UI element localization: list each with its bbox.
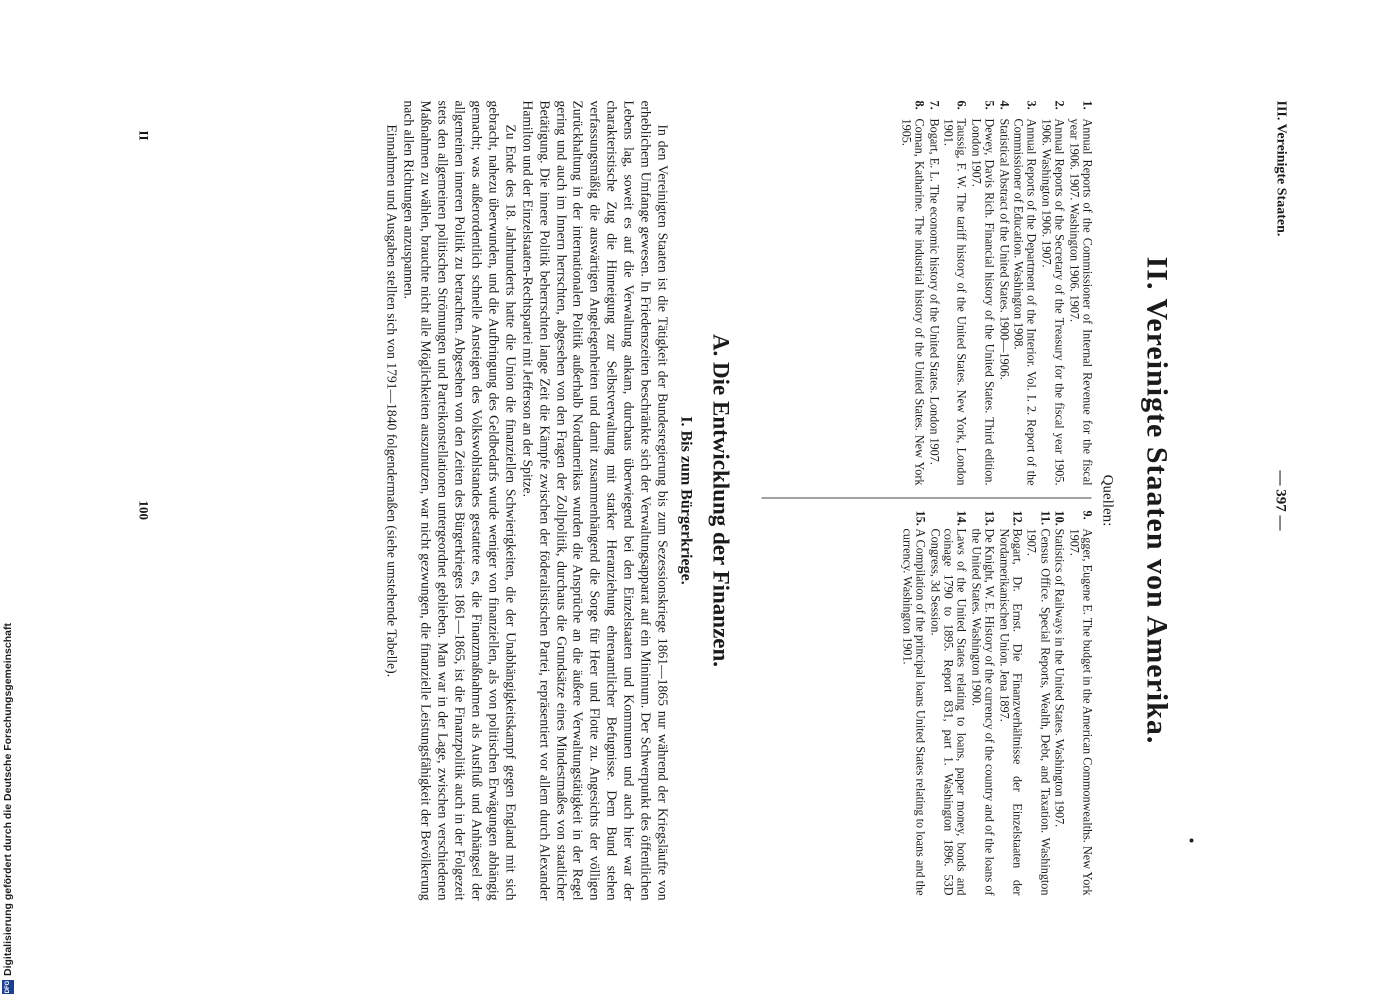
source-entry (1038, 101, 1065, 486)
source-number: 6. (954, 100, 969, 110)
source-text: Bogart, Dr. Ernst. Die Finanzverhältnisse der Einzelstaaten der Nordamerikanischen Union. Jena 1897. (996, 528, 1024, 896)
source-entry (899, 511, 926, 896)
source-entry (941, 101, 968, 486)
source-number: 10. (1052, 510, 1067, 526)
source-entry (996, 101, 1009, 486)
source-text: Coman, Katharine. The industrial history of the United States. New York 1905. (898, 118, 927, 486)
sources-column-left (897, 101, 1093, 486)
source-text: Annual Reports of the Secretary of the Treasury for the fiscal year 1905. 1906. Washington 1906. 1907. (1038, 118, 1067, 486)
source-number: 9. (1080, 510, 1094, 520)
source-text: Laws of the United States relating to loans, paper money, bonds and coinage 1790 to 1895. Report 831, part 1. Washington 1896. 53D Congress, 3d Session. (927, 528, 969, 896)
source-entry (968, 511, 995, 896)
chapter-title: II. Vereinigte Staaten von Amerika. (1140, 256, 1173, 745)
source-entry (996, 511, 1023, 896)
source-entry (968, 101, 995, 486)
page-number: — 397 — (1272, 470, 1288, 531)
source-number: 4. (996, 100, 1011, 110)
body-text (383, 101, 670, 901)
source-number: 14. (954, 510, 969, 526)
source-entry (926, 101, 939, 486)
source-number: 8. (912, 100, 927, 110)
section-heading: A. Die Entwicklung der Finanzen. (708, 333, 733, 668)
printer-signature (133, 101, 151, 901)
source-entry (1011, 101, 1038, 486)
source-entry (898, 101, 925, 486)
source-number: 12. (1009, 510, 1024, 526)
source-entry (927, 511, 967, 896)
column-divider (761, 498, 1091, 499)
source-text: Annual Reports of the Commissioner of Internal Revenue for the fiscal year 1906. 1907. Washington 1906. 1907. (1066, 118, 1094, 486)
source-number: 2. (1052, 100, 1067, 110)
source-text: A Compilation of the principal loans United States relating to loans and the currency. Washington 1901. (899, 528, 928, 896)
source-text: Census Office. Special Reports, Wealth, Debt, and Taxation. Washington 1907. (1024, 528, 1052, 896)
running-head-section: III. Vereinigte Staaten. (1273, 100, 1288, 237)
source-entry (1024, 511, 1051, 896)
running-head (1266, 101, 1288, 901)
sources-column-right (898, 511, 1093, 896)
sources-heading: Quellen: (1099, 474, 1115, 527)
source-text: Bogart, E. L. The economic history of the United States. London 1907. (926, 118, 941, 465)
source-text: Dewey, Davis Rich. Financial history of the United States. Third edition. London 1907. (968, 118, 997, 486)
source-number: 1. (1080, 100, 1094, 110)
source-text: Annual Reports of the Department of the Interior. Vol. I. 2. Report of the Commissioner of Education. Washington 1908. (1010, 118, 1039, 486)
subsection-heading: I. Bis zum Bürgerkriege. (677, 416, 694, 585)
source-number: 7. (926, 100, 941, 110)
source-number: 5. (982, 100, 997, 110)
source-text: Statistical Abstract of the United States. 1900—1906. (996, 118, 1011, 380)
dfg-logo: DFG (2, 980, 14, 994)
scan-speck (1189, 839, 1193, 843)
paragraph: Zu Ende des 18. Jahrhunderts hatte die Union die finanziellen Schwierigkeiten, die der Unabhängigkeitskampf gegen England mit sich gebracht, nahezu überwunden, und die Aufbringung des Geldbedarfs wurde weniger von finanziellen, als von politischen Erwägungen abhängig gemacht; was außerordentlich schnelle Ansteigen des Volkswohlstandes gestattete es, die Finanzmaßnahmen als Ausfluß und Anhängsel der allgemeinen inneren Politik zu betrachten. Abgesehen von den Zeiten des Bürgerkrieges 1861—1865, ist die Finanzpolitik auch in der Folgezeit stets den allgemeinen politischen Strömungen und Parteikonstellationen untergeordnet geblieben. Man war in der Lage, zwischen verschiedenen Maßnahmen zu wählen, brauchte nicht alle Möglichkeiten auszunutzen, war nicht gezwungen, die finanzielle Leistungsfähigkeit der Bevölkerung nach allen Richtungen anzuspannen. (401, 100, 518, 901)
paragraph: Einnahmen und Ausgaben stellten sich von 1791—1840 folgendermaßen (siehe umstehende Tabelle). (384, 124, 400, 678)
source-entry (1066, 101, 1093, 486)
source-entry (1066, 511, 1093, 896)
scanned-page (0, 1, 1383, 1001)
paragraph: In den Vereinigten Staaten ist die Tätigkeit der Bundesregierung bis zum Sezessionskriege 1861—1865 nur während der Kriegsläufte von erheblichem Umfange gewesen. In Friedenszeiten beschränkte sich der Verwaltungsapparat auf ein Minimum. Der Schwerpunkt des öffentlichen Lebens lag, soweit es auf die Verwaltung ankam, durchaus überwiegend bei den Einzelstaaten und Kommunen und auch hier war der charakteristische Zug die Hinneigung zur Selbstverwaltung mit starker Heranziehung ehrenamtlicher Befugnisse. Dem Bund stehen verfassungsmäßig die auswärtigen Angelegenheiten und damit zusammenhängend die Sorge für Heer und Flotte zu. Angesichts der völligen Zurückhaltung in der internationalen Politik außerhalb Nordamerikas wurden die Ansprüche an die äußere Verwaltungstätigkeit in der Regel gering und auch im Innern herrschten, abgesehen von den Fragen der Zollpolitik, durchaus die Grundsätze eines Mindestmaßes von staatlicher Betätigung. Die innere Politik beherrschten lange Zeit die Kämpfe zwischen der föderalistischen Partei, repräsentiert vor allem durch Alexander Hamilton und der Einzelstaaten-Rechtspartei mit Jefferson an der Spitze. (519, 100, 670, 901)
source-text: Agger, Eugene E. The budget in the American Commonwealths. New York 1907. (1066, 528, 1094, 896)
source-number: 11. (1037, 510, 1052, 526)
signature-sheet: II (136, 130, 151, 141)
source-text: De Knight, W. E. History of the currency of the country and of the loans of the United States. Washington 1900. (968, 528, 997, 896)
source-text: Statistics of Railways in the United States. Washington 1907. (1052, 528, 1067, 828)
source-number: 15. (913, 510, 928, 526)
source-text: Taussig, F. W. The tariff history of the United States. New York, London 1901. (940, 118, 969, 486)
credit-text: Digitalisierung gefördert durch die Deutsche Forschungsgemeinschaft (2, 623, 14, 976)
source-number: 3. (1024, 100, 1039, 110)
source-entry (1052, 511, 1065, 896)
source-number: 13. (982, 510, 997, 526)
signature-number: 100 (136, 500, 151, 520)
